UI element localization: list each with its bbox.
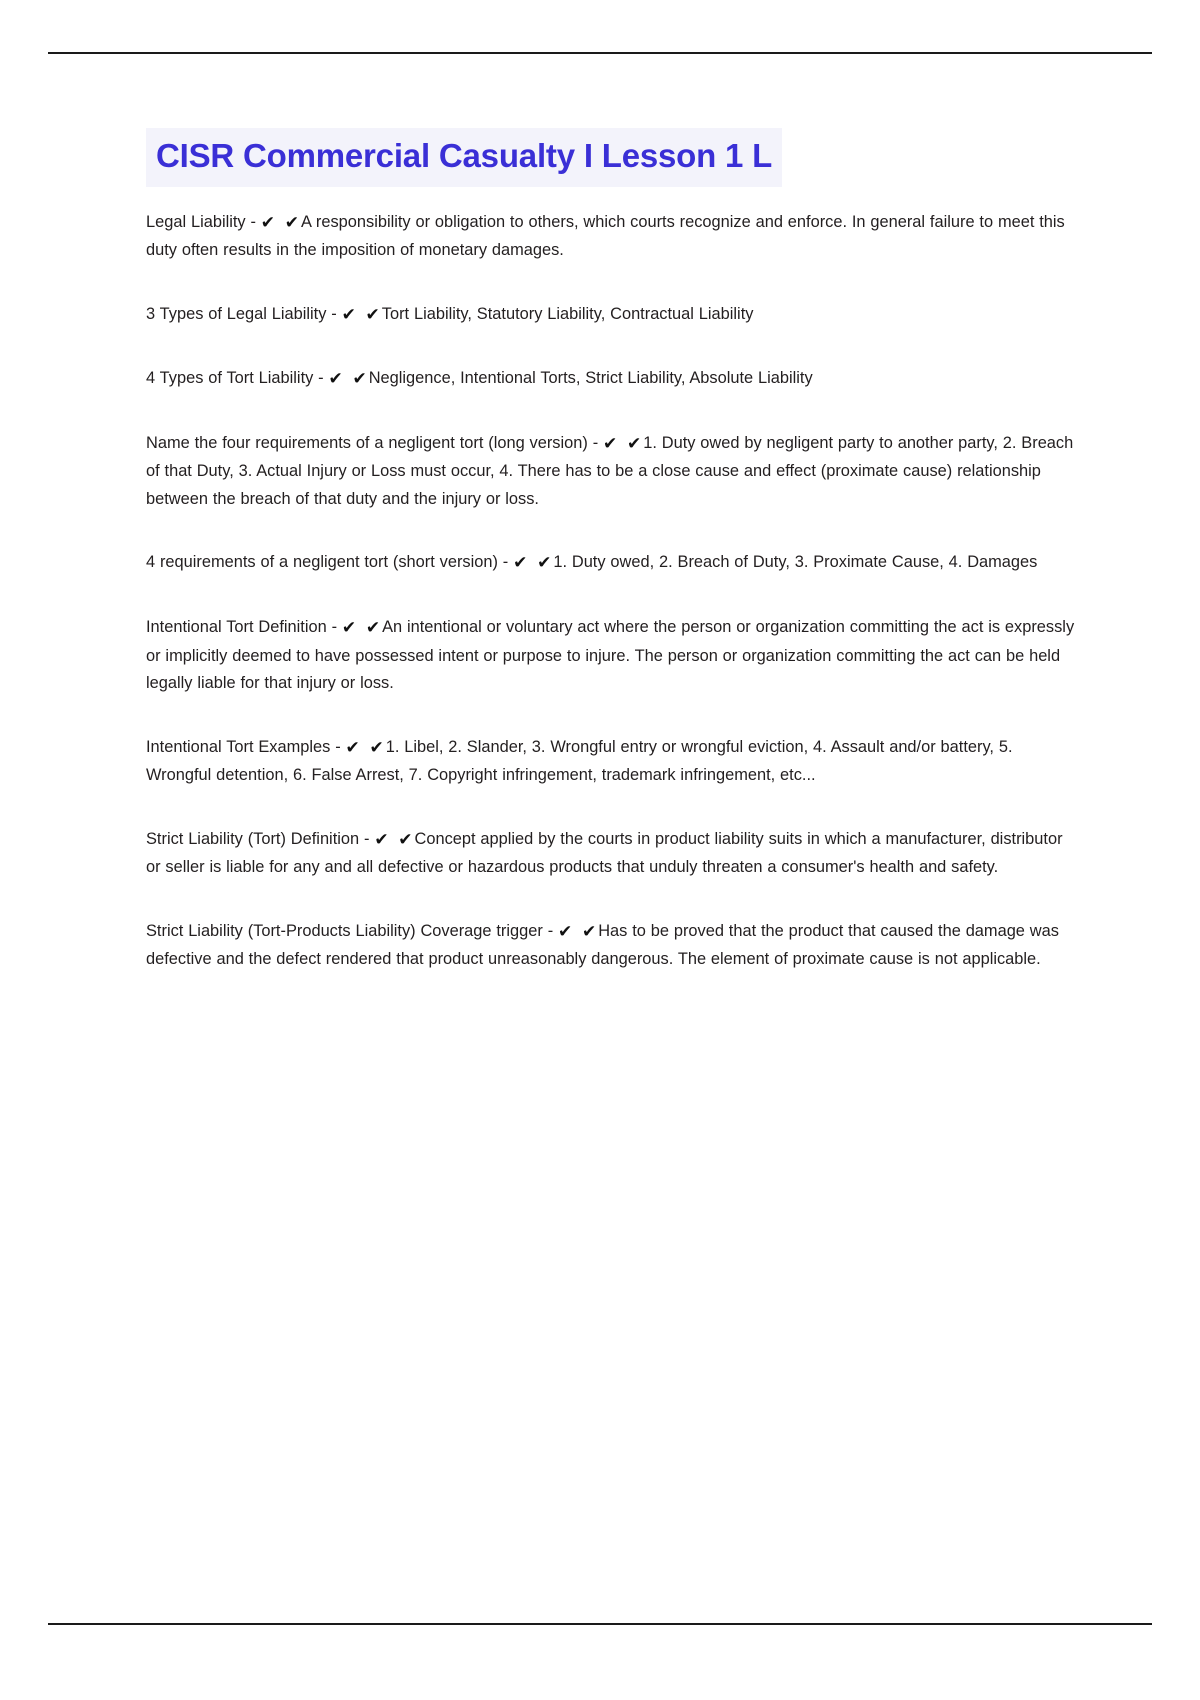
- qa-entry: [146, 549, 1076, 578]
- qa-entry: [146, 430, 1076, 514]
- check-mark-icon: ✔ ✔: [341, 617, 383, 638]
- qa-term: 3 Types of Legal Liability: [146, 304, 327, 323]
- qa-separator: -: [330, 737, 346, 756]
- qa-answer: Has to be proved that the product that caused the damage was defective and the defect rendered that product unreasonably dangerous. The element of proximate cause is not applicable.: [146, 921, 1059, 969]
- qa-entry: [146, 365, 1076, 394]
- qa-answer: A responsibility or obligation to others, which courts recognize and enforce. In general failure to meet this duty often results in the imposition of monetary damages.: [146, 212, 1065, 260]
- qa-answer: 1. Libel, 2. Slander, 3. Wrongful entry or wrongful eviction, 4. Assault and/or battery, 5. Wrongful detention, 6. False Arrest, 7. Copyright infringement, trademark infringement, etc...: [146, 737, 1013, 785]
- qa-separator: -: [326, 304, 342, 323]
- check-mark-icon: ✔ ✔: [513, 553, 554, 574]
- qa-separator: -: [497, 553, 514, 572]
- qa-entry: [146, 301, 1076, 330]
- qa-term: Name the four requirements of a negligent tort (long version): [146, 433, 588, 452]
- qa-answer: An intentional or voluntary act where the person or organization committing the act is expressly or implicitly deemed to have possessed intent or purpose to injure. The person or organization committing the act can be held legally liable for that injury or loss.: [146, 617, 1075, 693]
- qa-term: Intentional Tort Definition: [146, 617, 327, 636]
- qa-term: Intentional Tort Examples: [146, 737, 331, 756]
- qa-term: Strict Liability (Tort-Products Liability) Coverage trigger: [146, 921, 543, 940]
- qa-entry: [146, 209, 1076, 265]
- qa-entry: [146, 918, 1076, 974]
- qa-list: [146, 209, 1076, 974]
- qa-term: Strict Liability (Tort) Definition: [146, 829, 360, 848]
- qa-entry: [146, 734, 1076, 790]
- qa-answer: Negligence, Intentional Torts, Strict Liability, Absolute Liability: [368, 369, 813, 388]
- check-mark-icon: ✔ ✔: [328, 369, 369, 390]
- qa-answer: Concept applied by the courts in product liability suits in which a manufacturer, distributor or seller is liable for any and all defective or hazardous products that unduly threaten a consumer's health and safety.: [146, 829, 1063, 877]
- qa-separator: -: [587, 433, 604, 452]
- qa-separator: -: [542, 921, 559, 940]
- qa-answer: 1. Duty owed by negligent party to another party, 2. Breach of that Duty, 3. Actual Injury or Loss must occur, 4. There has to be a close cause and effect (proximate cause) relationship between the breach of that duty and the injury or loss.: [146, 433, 1074, 508]
- qa-separator: -: [359, 829, 375, 848]
- check-mark-icon: ✔ ✔: [341, 304, 382, 325]
- qa-answer: Tort Liability, Statutory Liability, Contractual Liability: [381, 304, 754, 323]
- check-mark-icon: ✔ ✔: [374, 829, 415, 850]
- qa-term: 4 requirements of a negligent tort (short version): [146, 553, 498, 572]
- qa-term: 4 Types of Tort Liability: [146, 369, 314, 388]
- check-mark-icon: ✔ ✔: [260, 212, 301, 233]
- document-content: [146, 128, 1076, 1010]
- qa-separator: -: [313, 369, 329, 388]
- header-divider: [48, 52, 1152, 54]
- qa-separator: -: [245, 212, 261, 231]
- page-title: CISR Commercial Casualty I Lesson 1 L: [146, 128, 782, 187]
- qa-entry: [146, 826, 1076, 882]
- check-mark-icon: ✔ ✔: [345, 737, 386, 758]
- footer-divider: [48, 1623, 1152, 1625]
- check-mark-icon: ✔ ✔: [603, 433, 644, 454]
- qa-term: Legal Liability: [146, 212, 246, 231]
- check-mark-icon: ✔ ✔: [558, 921, 599, 942]
- qa-entry: [146, 614, 1076, 698]
- qa-answer: 1. Duty owed, 2. Breach of Duty, 3. Proximate Cause, 4. Damages: [553, 553, 1038, 572]
- qa-separator: -: [326, 617, 342, 636]
